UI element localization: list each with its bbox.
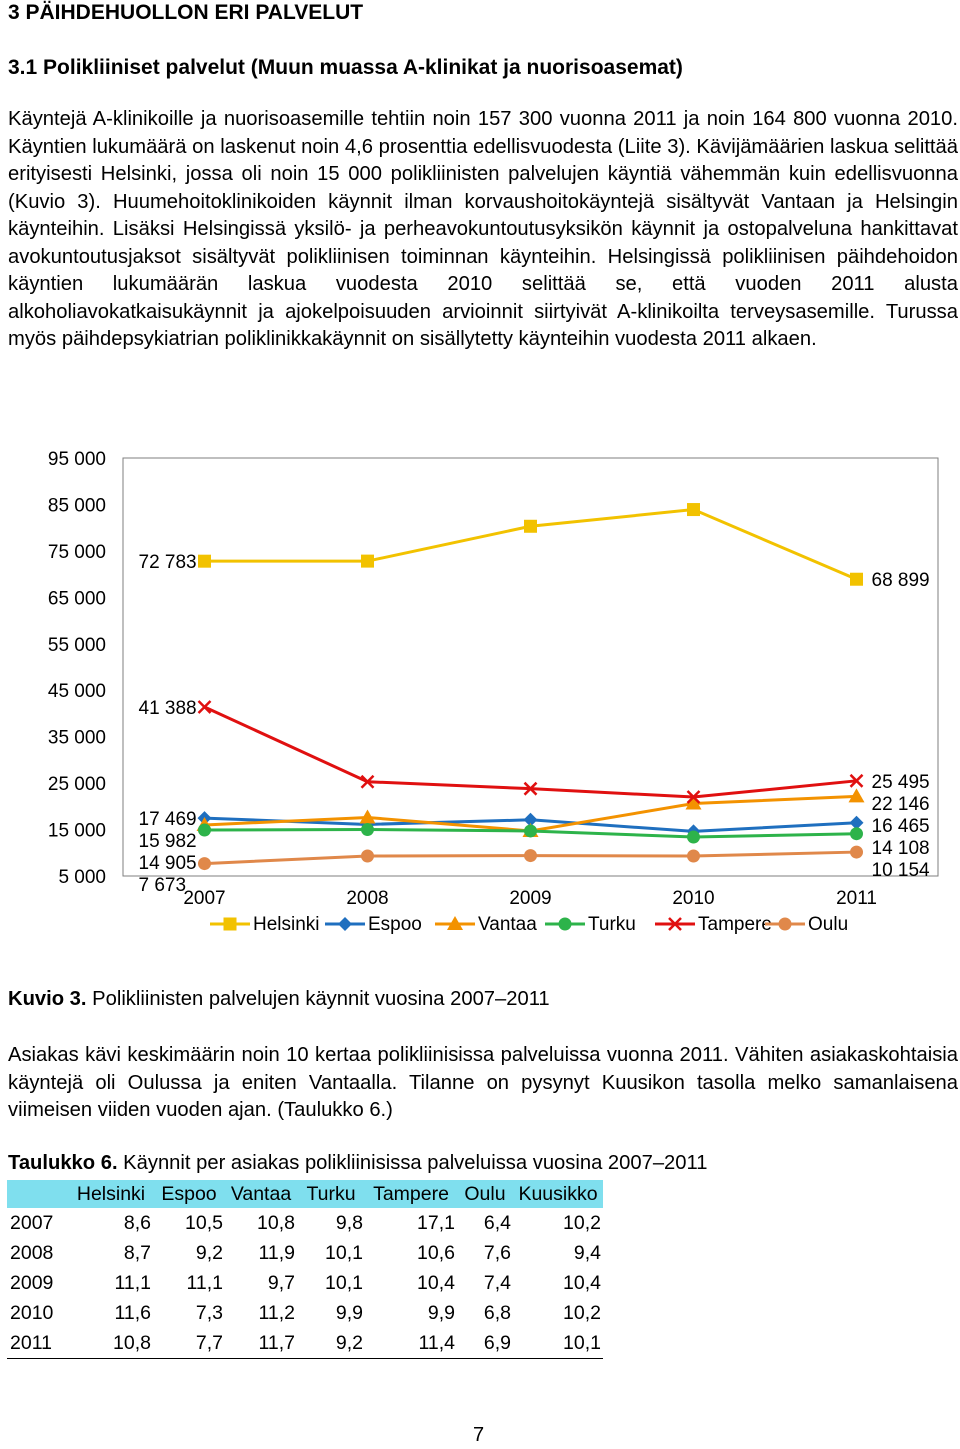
header-cell: Helsinki <box>69 1180 153 1208</box>
header-cell: Tampere <box>365 1180 457 1208</box>
data-label: 22 146 <box>871 793 930 815</box>
table-cell: 10,2 <box>563 1301 601 1324</box>
table-cell: 7,4 <box>483 1271 511 1294</box>
table-cell: 7,3 <box>195 1301 223 1324</box>
data-label: 17 469 <box>138 809 197 831</box>
data-point <box>361 850 374 863</box>
table-cell: 11,7 <box>225 1328 297 1359</box>
data-point <box>524 824 537 837</box>
x-tick-label: 2008 <box>346 888 389 909</box>
table-caption <box>8 1152 707 1175</box>
legend-item-turku <box>545 914 636 935</box>
legend-label: Vantaa <box>478 914 537 935</box>
table-cell: 9,9 <box>335 1301 363 1324</box>
data-point <box>687 850 700 863</box>
legend-label: Helsinki <box>253 914 320 935</box>
data-labels <box>139 552 931 896</box>
data-point <box>850 846 863 859</box>
table-cell: 2007 <box>10 1211 54 1234</box>
header-cell: Vantaa <box>225 1180 297 1208</box>
table-row <box>7 1238 603 1268</box>
data-label: 41 388 <box>138 697 197 719</box>
table-cell: 10,6 <box>417 1241 455 1264</box>
legend-item-tampere <box>655 914 772 935</box>
table-cell: 2009 <box>10 1271 54 1294</box>
table-cell: 10,2 <box>563 1211 601 1234</box>
data-point <box>687 830 700 843</box>
table-cell: 9,2 <box>297 1328 365 1359</box>
y-tick-label: 75 000 <box>47 541 106 563</box>
table-cell: 10,5 <box>185 1211 223 1234</box>
x-tick-label: 2009 <box>509 888 552 909</box>
table-cell: 2010 <box>10 1301 54 1324</box>
data-label: 16 465 <box>871 815 930 837</box>
y-tick-label: 15 000 <box>47 820 106 842</box>
data-point <box>198 823 211 836</box>
table-cell: 6,4 <box>483 1211 511 1234</box>
data-point <box>199 701 211 713</box>
data-label: 72 783 <box>138 552 197 574</box>
figure-caption-text: Polikliinisten palvelujen käynnit vuosina 2007–2011 <box>86 988 550 1010</box>
table-cell: 10,4 <box>417 1271 455 1294</box>
data-point <box>198 857 211 870</box>
data-label: 68 899 <box>871 570 930 592</box>
x-axis-ticks <box>183 888 877 909</box>
legend-label: Turku <box>588 914 636 935</box>
header-cell: Turku <box>297 1180 365 1208</box>
table-cell: 8,7 <box>123 1241 151 1264</box>
legend-marker <box>559 918 572 931</box>
data-label: 15 982 <box>138 831 197 853</box>
series-tampere <box>199 701 863 803</box>
subsection-heading: 3.1 Polikliiniset palvelut (Muun muassa A-klinikat ja nuorisoasemat) <box>8 56 683 79</box>
table-cell: 11,4 <box>365 1328 457 1359</box>
y-axis-ticks <box>48 449 106 888</box>
table-cell: 6,9 <box>457 1328 513 1359</box>
line-chart <box>0 440 960 980</box>
header-cell <box>7 1180 69 1208</box>
table-cell: 10,8 <box>257 1211 295 1234</box>
y-tick-label: 55 000 <box>47 634 106 656</box>
data-point <box>361 823 374 836</box>
y-tick-label: 95 000 <box>47 449 106 470</box>
data-point <box>850 573 863 586</box>
legend-label: Oulu <box>808 914 849 935</box>
table-caption-label: Taulukko 6. <box>8 1152 118 1174</box>
series-layer <box>197 503 865 870</box>
data-point <box>687 503 700 516</box>
table-cell: 10,1 <box>325 1271 363 1294</box>
table-row <box>7 1298 603 1328</box>
table-cell: 10,4 <box>563 1271 601 1294</box>
table-cell: 10,1 <box>325 1241 363 1264</box>
header-cell: Oulu <box>457 1180 513 1208</box>
data-point <box>850 827 863 840</box>
table-caption-text: Käynnit per asiakas polikliinisissa palveluissa vuosina 2007–2011 <box>117 1152 708 1174</box>
table-cell: 2008 <box>10 1241 54 1264</box>
y-tick-label: 35 000 <box>47 727 106 749</box>
y-tick-label: 85 000 <box>47 495 106 517</box>
series-turku <box>198 823 863 843</box>
legend-item-helsinki <box>210 914 320 935</box>
legend-item-vantaa <box>435 914 537 935</box>
page-number: 7 <box>473 1424 485 1446</box>
table-cell: 2011 <box>7 1328 69 1359</box>
legend-marker <box>224 918 237 931</box>
legend <box>210 914 848 935</box>
data-label: 25 495 <box>871 771 930 793</box>
visits-per-client-table <box>7 1180 603 1359</box>
y-tick-label: 65 000 <box>47 588 106 610</box>
table-cell: 7,7 <box>153 1328 225 1359</box>
legend-marker <box>779 918 792 931</box>
y-tick-label: 5 000 <box>58 867 106 888</box>
table-cell: 17,1 <box>417 1211 455 1234</box>
table-cell: 9,2 <box>195 1241 223 1264</box>
section-heading: 3 PÄIHDEHUOLLON ERI PALVELUT <box>8 1 364 24</box>
y-tick-label: 45 000 <box>47 681 106 703</box>
table-cell: 10,8 <box>69 1328 153 1359</box>
legend-item-espoo <box>325 914 422 935</box>
legend-item-oulu <box>765 914 848 935</box>
table-cell: 6,8 <box>483 1301 511 1324</box>
data-point <box>524 520 537 533</box>
x-tick-label: 2011 <box>836 888 877 909</box>
series-oulu <box>198 846 863 871</box>
table-cell: 10,1 <box>513 1328 603 1359</box>
table-cell: 9,8 <box>335 1211 363 1234</box>
legend-label: Tampere <box>698 914 772 935</box>
figure-caption <box>8 988 550 1011</box>
intro-paragraph: Käyntejä A-klinikoille ja nuorisoasemille tehtiin noin 157 300 vuonna 2011 ja noin 164 800 vuonna 2010. Käyntien lukumäärä on laskenut noin 4,6 prosenttia edellisvuodesta (Liite 3). Kävijämäärien laskua selittää erityisesti Helsinki, jossa oli noin 15 000 polikliinisten palvelujen käyntiä vähemmän kuin edellisvuonna (Kuvio 3). Huumehoitoklinikoiden käynnit ilman korvaushoitokäyntejä sisältyvät Vantaan ja Helsingin käynteihin. Lisäksi Helsingissä yksilö- ja perheavokuntoutusyksikön käynnit ja ostopalveluna hankittavat avokuntoutusjaksot sisältyvät polikliinisen toiminnan käynteihin. Helsingissä polikliinisen päihdehoidon käyntien lukumäärän laskua vuodesta 2010 selittää se, että vuoden 2011 alusta alkoholiavokatkaisukäynnit ja ajokelpoisuuden arvioinnit siirtyivät A-klinikoilta terveysasemille. Turussa myös päihdepsykiatrian poliklinikkakäynnit on sisällytetty käynteihin vuodesta 2011 alkaen. <box>8 108 958 350</box>
table-header-row <box>7 1180 603 1208</box>
data-label: 14 108 <box>871 837 930 859</box>
header-cell: Kuusikko <box>513 1180 603 1208</box>
data-label: 7 673 <box>138 875 187 897</box>
table-cell: 11,1 <box>114 1271 151 1294</box>
table-cell: 7,6 <box>483 1241 511 1264</box>
header-cell: Espoo <box>153 1180 225 1208</box>
table-cell: 9,7 <box>267 1271 295 1294</box>
legend-marker <box>338 917 352 931</box>
table-cell: 11,6 <box>114 1301 151 1324</box>
figure-caption-label: Kuvio 3. <box>8 988 87 1010</box>
x-tick-label: 2007 <box>183 888 226 909</box>
y-tick-label: 25 000 <box>47 774 106 796</box>
data-label: 10 154 <box>871 859 930 881</box>
table-cell: 9,9 <box>427 1301 455 1324</box>
data-point <box>361 555 374 568</box>
data-label: 14 905 <box>138 853 197 875</box>
table-row <box>7 1328 603 1359</box>
table-row <box>7 1268 603 1298</box>
table-cell: 11,1 <box>186 1271 223 1294</box>
data-point <box>524 849 537 862</box>
table-cell: 8,6 <box>123 1211 151 1234</box>
summary-paragraph: Asiakas kävi keskimäärin noin 10 kertaa polikliinisissa palveluissa vuonna 2011. Vähiten asiakaskohtaisia käyntejä oli Oulussa ja eniten Vantaalla. Tilanne on pysynyt Kuusikon tasolla melko samanlaisena viimeisen viiden vuoden ajan. (Taulukko 6.) <box>8 1044 958 1121</box>
series-helsinki <box>198 503 863 586</box>
series-line <box>205 707 857 797</box>
table-row <box>7 1208 603 1238</box>
legend-label: Espoo <box>368 914 422 935</box>
x-tick-label: 2010 <box>672 888 715 909</box>
data-point <box>198 555 211 568</box>
table-cell: 11,9 <box>258 1241 295 1264</box>
table-cell: 11,2 <box>258 1301 295 1324</box>
table-cell: 9,4 <box>573 1241 601 1264</box>
